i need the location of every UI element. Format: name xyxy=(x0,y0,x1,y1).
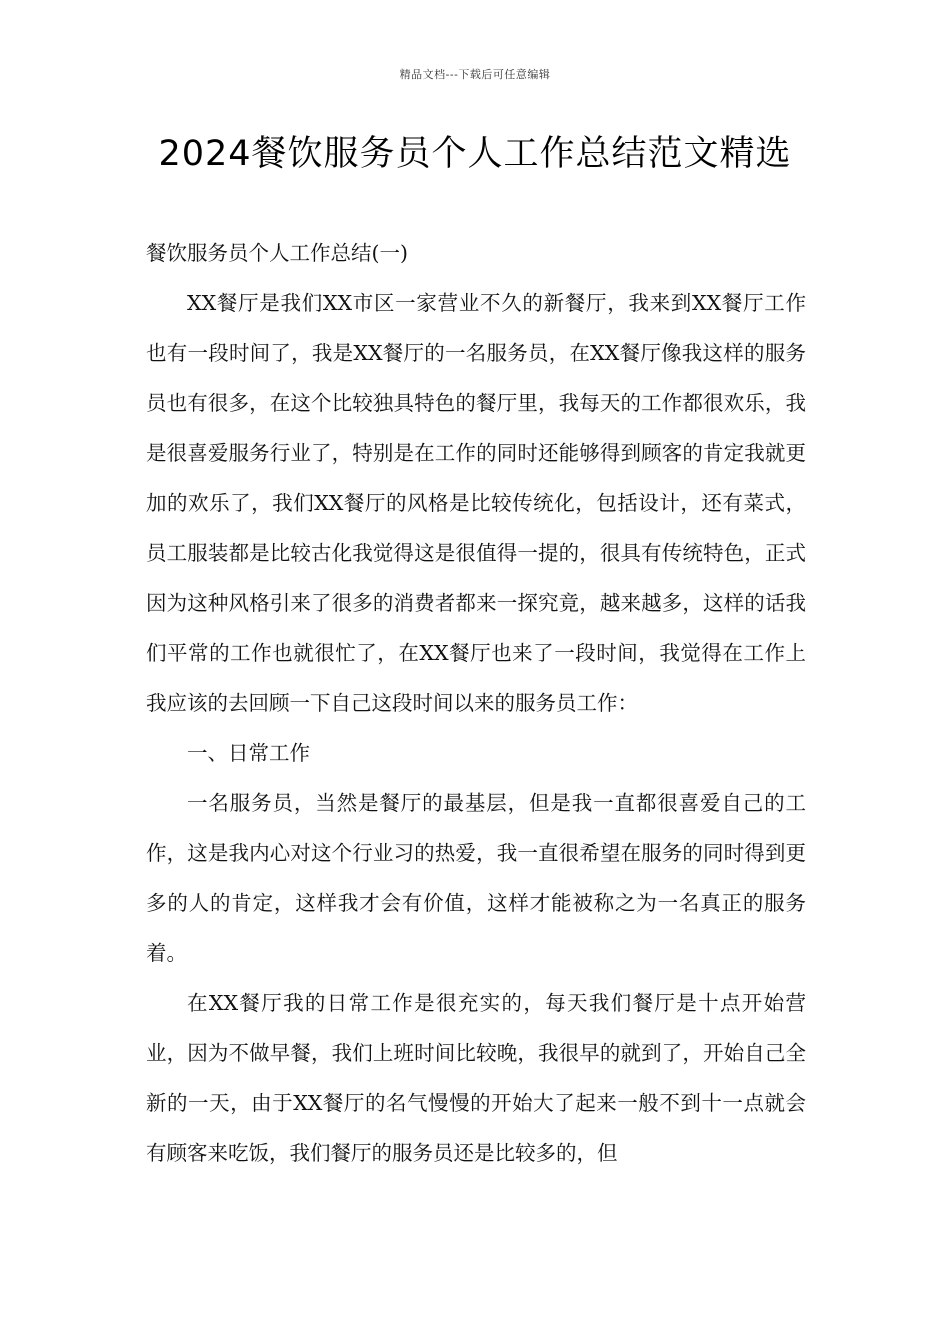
section-heading-daily-work: 一、日常工作 xyxy=(187,741,310,765)
document-title: 2024餐饮服务员个人工作总结范文精选 xyxy=(158,134,792,174)
section-subtitle: 餐饮服务员个人工作总结(一) xyxy=(146,241,408,265)
document-body xyxy=(146,228,806,1178)
header-note: 精品文档---下载后可任意编辑 xyxy=(399,68,551,81)
paragraph-daily-work-1: 一名服务员，当然是餐厅的最基层，但是我一直都很喜爱自己的工作，这是我内心对这个行业习的热爱，我一直很希望在服务的同时得到更多的人的肯定，这样我才会有价值，这样才能被称之为一名真正的服务着。 xyxy=(146,791,806,965)
paragraph-intro: XX餐厅是我们XX市区一家营业不久的新餐厅，我来到XX餐厅工作也有一段时间了，我是XX餐厅的一名服务员，在XX餐厅像我这样的服务员也有很多，在这个比较独具特色的餐厅里，我每天的工作都很欢乐，我是很喜爱服务行业了，特别是在工作的同时还能够得到顾客的肯定我就更加的欢乐了，我们XX餐厅的风格是比较传统化，包括设计，还有菜式，员工服装都是比较古化我觉得这是很值得一提的，很具有传统特色，正式因为这种风格引来了很多的消费者都来一探究竟，越来越多，这样的话我们平常的工作也就很忙了，在XX餐厅也来了一段时间，我觉得在工作上我应该的去回顾一下自己这段时间以来的服务员工作： xyxy=(146,291,806,715)
paragraph-daily-work-2: 在XX餐厅我的日常工作是很充实的，每天我们餐厅是十点开始营业，因为不做早餐，我们上班时间比较晚，我很早的就到了，开始自己全新的一天，由于XX餐厅的名气慢慢的开始大了起来一般不到十一点就会有顾客来吃饭，我们餐厅的服务员还是比较多的，但 xyxy=(146,991,806,1165)
